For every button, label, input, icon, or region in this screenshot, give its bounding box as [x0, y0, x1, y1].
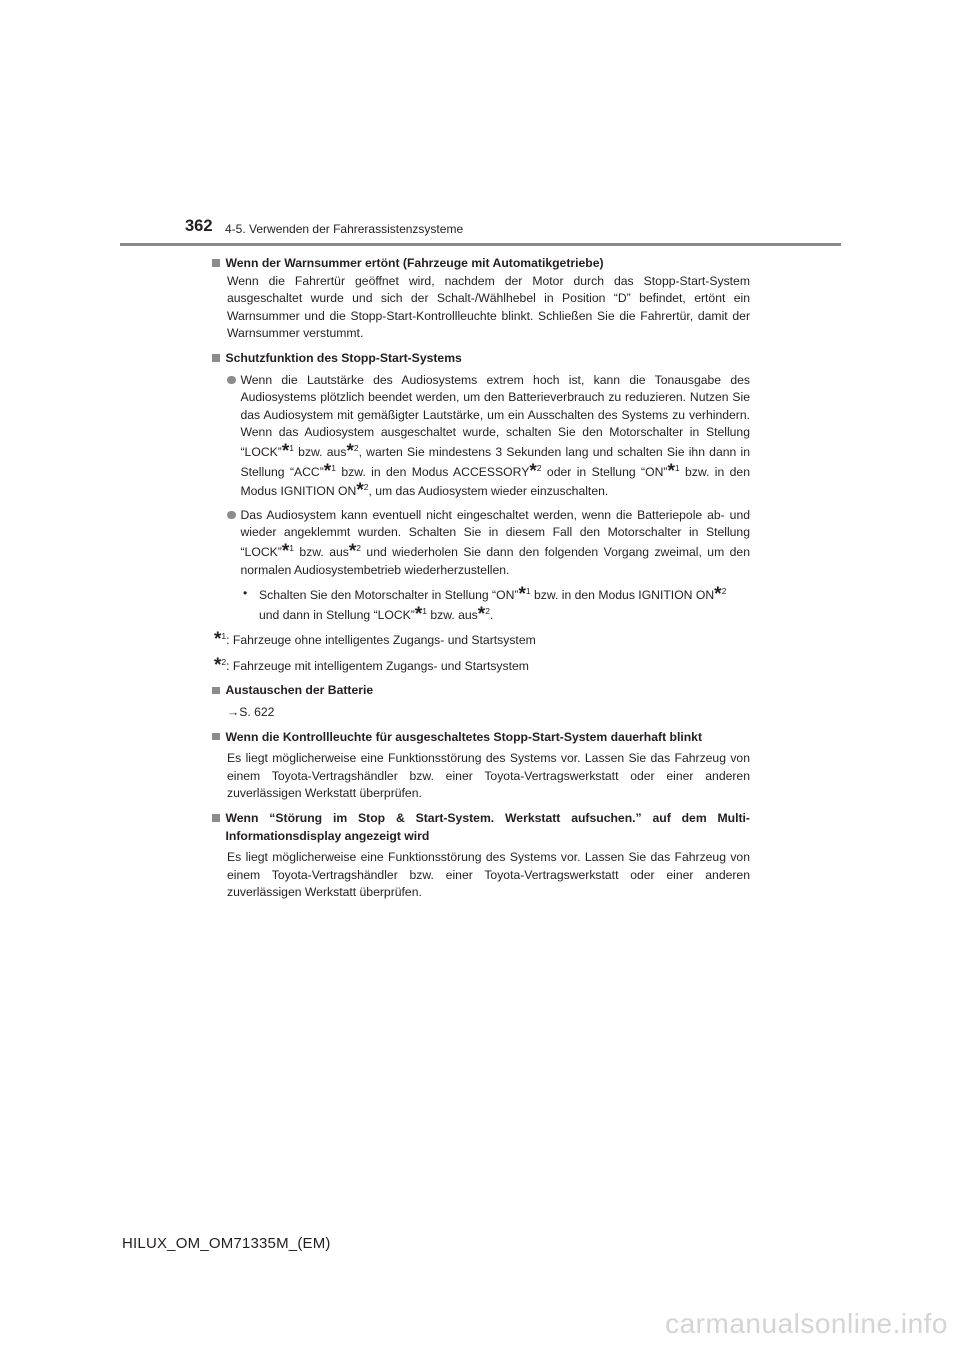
list-item: Wenn die Lautstärke des Audiosystems extrem hoch ist, kann die Tonausgabe des Audiosystems plötzlich beendet werden, um den Batterieverbrauch zu reduzieren. Nutzen Sie das Audiosystem mit gemäßigter Lautstärke, um ein Ausschalten des Systems zu verhindern. Wenn das Audiosystem ausgeschaltet wurde, schalten Sie den Motorschalter in Stellung “LOCK”*$^1$ bzw. aus*$^2$, warten Sie mindestens 3 Sekunden lang und schalten Sie ihn dann in Stellung “ACC”*$^1$ bzw. in den Modus ACCESSORY*$^2$ oder in Stellung “ON”*$^1$ bzw. in den Modus IGNITION ON*$^2$, um das Audiosystem wieder einzuschalten. [227, 372, 750, 501]
page-number: 362 [185, 217, 213, 235]
footnote-marker: * [667, 460, 675, 482]
header-rule [120, 243, 841, 246]
footnote-ref-1: 1 [525, 586, 531, 597]
footnote-ref-1: 1 [674, 462, 680, 473]
list-item: Das Audiosystem kann eventuell nicht eingeschaltet werden, wenn die Batteriepole ab- und wieder angeklemmt wurden. Schalten Sie in diesem Fall den Motorschalter in Stellung “LOCK”*$^1$ bzw. aus*$^2$ und wiederholen Sie dann den folgenden Vorgang zweimal, um den normalen Audiosystembetrieb wiederherzustellen. [227, 507, 750, 579]
footnote-ref-1: 1 [289, 542, 294, 553]
square-bullet-icon [212, 733, 220, 741]
section-title: Schutzfunktion des Stopp-Start-Systems [210, 350, 750, 368]
footnote-ref-2: 2 [536, 462, 542, 473]
footnote-ref-2: 2 [485, 605, 490, 616]
section-indicator-blinking [210, 729, 750, 803]
section-battery-replacement [210, 682, 750, 721]
section-title: Austauschen der Batterie [210, 682, 750, 700]
watermark: carmanualsonline.info [665, 1308, 948, 1339]
page-content [210, 255, 750, 909]
round-bullet-icon [227, 511, 236, 520]
footnote-ref-2: 2 [353, 442, 359, 453]
section-body: Es liegt möglicherweise eine Funktionsstörung des Systems vor. Lassen Sie das Fahrzeug von einem Toyota-Vertragshändler bzw. einer Toyota-Vertragswerkstatt oder einer anderen zuverlässigen Werkstatt überprüfen. [227, 751, 750, 801]
page-reference-link[interactable]: →S. 622 [227, 705, 275, 720]
section-title: Wenn “Störung im Stop & Start-System. Werkstatt aufsuchen.” auf dem Multi-Informationsdisplay angezeigt wird [210, 810, 750, 845]
square-bullet-icon [212, 687, 220, 695]
footnote-marker: * [323, 460, 332, 482]
footnote-ref-2: 2 [356, 542, 361, 553]
section-title: Wenn der Warnsummer ertönt (Fahrzeuge mit Automatikgetriebe) [210, 255, 750, 273]
footnote-ref-2: 2 [363, 482, 369, 493]
section-body: Wenn die Fahrertür geöffnet wird, nachdem der Motor durch das Stopp-Start-System ausgeschaltet wurde und sich der Schalt-/Wählhebel in Position “D” befindet, ertönt ein Warnsummer und die Stopp-Start-Kontrollleuchte blinkt. Schließen Sie die Fahrertür, damit der Warnsummer verstummt. [227, 273, 750, 341]
section-body: Es liegt möglicherweise eine Funktionsstörung des Systems vor. Lassen Sie das Fahrzeug von einem Toyota-Vertragshändler bzw. einer Toyota-Vertragswerkstatt oder einer anderen zuverlässigen Werkstatt überprüfen. [227, 850, 750, 900]
footnote-marker: * [346, 440, 354, 462]
footnote-marker: * [356, 480, 364, 502]
footnote-marker: * [414, 603, 423, 625]
square-bullet-icon [212, 814, 220, 822]
chapter-title: 4-5. Verwenden der Fahrerassistenzsysteme [225, 222, 464, 236]
section-title: Wenn die Kontrollleuchte für ausgeschaltetes Stopp-Start-System dauerhaft blinkt [210, 729, 750, 747]
footnote-marker: * [529, 460, 537, 482]
section-protection-function [210, 350, 750, 676]
footnote-marker: * [348, 540, 357, 562]
section-warning-buzzer [210, 255, 750, 343]
footnote-ref-1: 1 [422, 605, 427, 616]
footnote-ref-1: 1 [289, 442, 294, 453]
footnote-marker: * [477, 603, 486, 625]
footnote-1: *$^1$: Fahrzeuge ohne intelligentes Zugangs- und Startsystem [214, 629, 536, 651]
footnote-marker: * [518, 584, 526, 606]
footnote-marker: * [281, 440, 290, 462]
square-bullet-icon [212, 354, 220, 362]
square-bullet-icon [212, 259, 220, 267]
footnote-marker: * [281, 540, 290, 562]
footnote-ref-2: 2 [721, 586, 727, 597]
sub-list-item: • Schalten Sie den Motorschalter in Stellung “ON”*$^1$ bzw. in den Modus IGNITION ON*$^2$ und dann in Stellung “LOCK”*$^1$ bzw. aus*$^2$. [243, 584, 727, 625]
section-display-message [210, 810, 750, 902]
footnote-2: *$^2$: Fahrzeuge mit intelligentem Zugangs- und Startsystem [214, 654, 529, 676]
footnote-ref-1: 1 [331, 462, 336, 473]
footnote-marker: * [714, 584, 722, 606]
dot-bullet-icon: • [243, 586, 248, 601]
round-bullet-icon [227, 376, 236, 385]
document-code: HILUX_OM_OM71335M_(EM) [122, 1235, 331, 1252]
